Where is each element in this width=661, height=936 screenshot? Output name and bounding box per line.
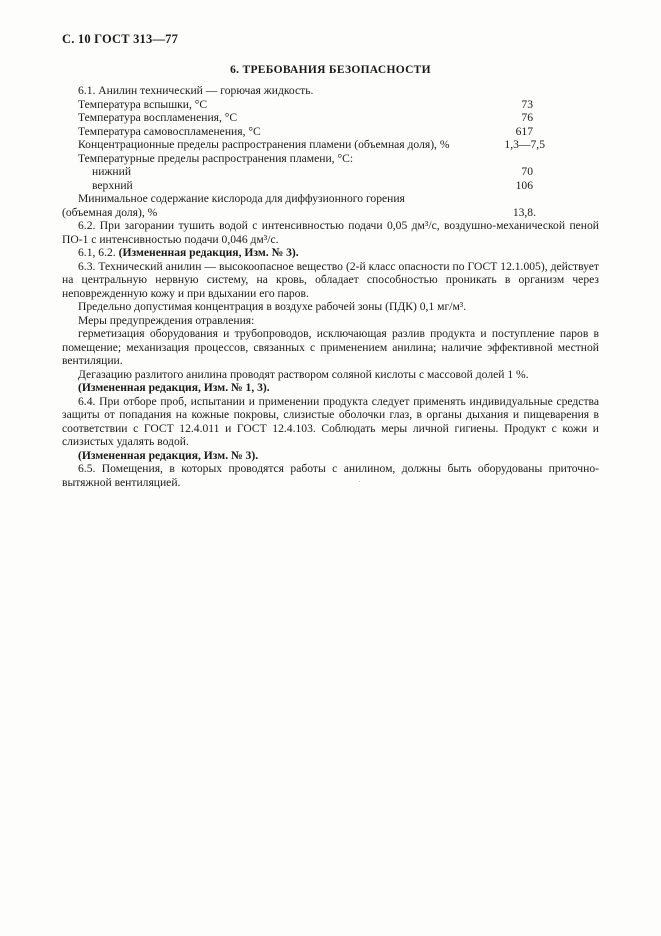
property-value: 73 (521, 97, 533, 111)
warning-text: герметизация оборудования и трубопроводов, исключающая разлив продукта и поступление паров в помещение; механизация процессов, связанных с применением анилина; наличие эффективной местной вентиляции. (62, 327, 599, 367)
edit-note (62, 246, 599, 260)
property-row (62, 206, 599, 220)
property-label: Температура воспламенения, °С (78, 111, 238, 124)
scan-speck (359, 481, 360, 482)
edit-note-prefix: 6.1, 6.2. (78, 246, 116, 259)
property-row (62, 125, 599, 139)
temp-limits-label: Температурные пределы распространения пламени, °С: (78, 151, 354, 165)
warning-label: Меры предупреждения отравления: (78, 313, 255, 327)
edit-note: (Измененная редакция, Изм. № 1, 3). (78, 381, 270, 394)
clause-6-2: 6.2. При загорании тушить водой с интенсивностью подачи 0,05 дм³/с, воздушно-механической пеной ПО-1 с интенсивностью подачи 0,046 дм³/с. (62, 219, 599, 246)
edit-note: (Измененная редакция, Изм. № 3). (78, 448, 259, 462)
clause-6-3: 6.3. Технический анилин — высокоопасное вещество (2-й класс опасности по ГОСТ 12.1.005), действует на центральную нервную систему, на кровь, обладает способностью проникать в организм через неповрежденную кожу и при вдыхании его паров. (62, 259, 599, 300)
pdk-text: Предельно допустимая концентрация в воздухе рабочей зоны (ПДК) 0,1 мг/м³. (78, 300, 467, 313)
property-value: 76 (521, 111, 533, 124)
clause-6-1-intro: 6.1. Анилин технический — горючая жидкость. (78, 84, 314, 97)
property-row (62, 165, 599, 179)
clause-6-5: 6.5. Помещения, в которых проводятся работы с анилином, должны быть оборудованы приточно-вытяжной вентиляцией. (62, 462, 599, 489)
property-value: 106 (515, 178, 533, 192)
section-body (62, 84, 599, 489)
property-value: 617 (515, 124, 533, 138)
property-label: Температура вспышки, °С (78, 97, 208, 111)
property-label: (объемная доля), % (62, 205, 158, 219)
property-label: Температура самовоспламенения, °С (78, 124, 261, 138)
page-header: С. 10 ГОСТ 313—77 (62, 32, 179, 46)
degassing-text: Дегазацию разлитого анилина проводят раствором соляной кислоты с массовой долей 1 %. (78, 367, 529, 381)
property-label: верхний (92, 178, 133, 192)
section-title: 6. ТРЕБОВАНИЯ БЕЗОПАСНОСТИ (230, 64, 431, 76)
property-row (62, 111, 599, 125)
property-row (62, 138, 599, 152)
property-label: нижний (92, 165, 132, 178)
property-row (62, 98, 599, 112)
property-row (62, 179, 599, 193)
property-value: 70 (521, 165, 533, 178)
property-value: 13,8. (512, 205, 536, 219)
document-page (62, 32, 599, 489)
oxygen-label: Минимальное содержание кислорода для диффузионного горения (78, 192, 405, 205)
clause-6-4: 6.4. При отборе проб, испытании и применении продукта следует применять индивидуальные средства защиты от попадания на кожные покровы, слизистые оболочки глаз, в органы дыхания и пищеварения в соответствии с ГОСТ 12.4.011 и ГОСТ 12.4.103. Соблюдать меры личной гигиены. Продукт с кожи и слизистых удалять водой. (62, 394, 599, 448)
edit-note-text: (Измененная редакция, Изм. № 3). (118, 246, 299, 259)
property-value: 1,3—7,5 (504, 138, 545, 151)
property-label: Концентрационные пределы распространения пламени (объемная доля), % (78, 138, 450, 151)
